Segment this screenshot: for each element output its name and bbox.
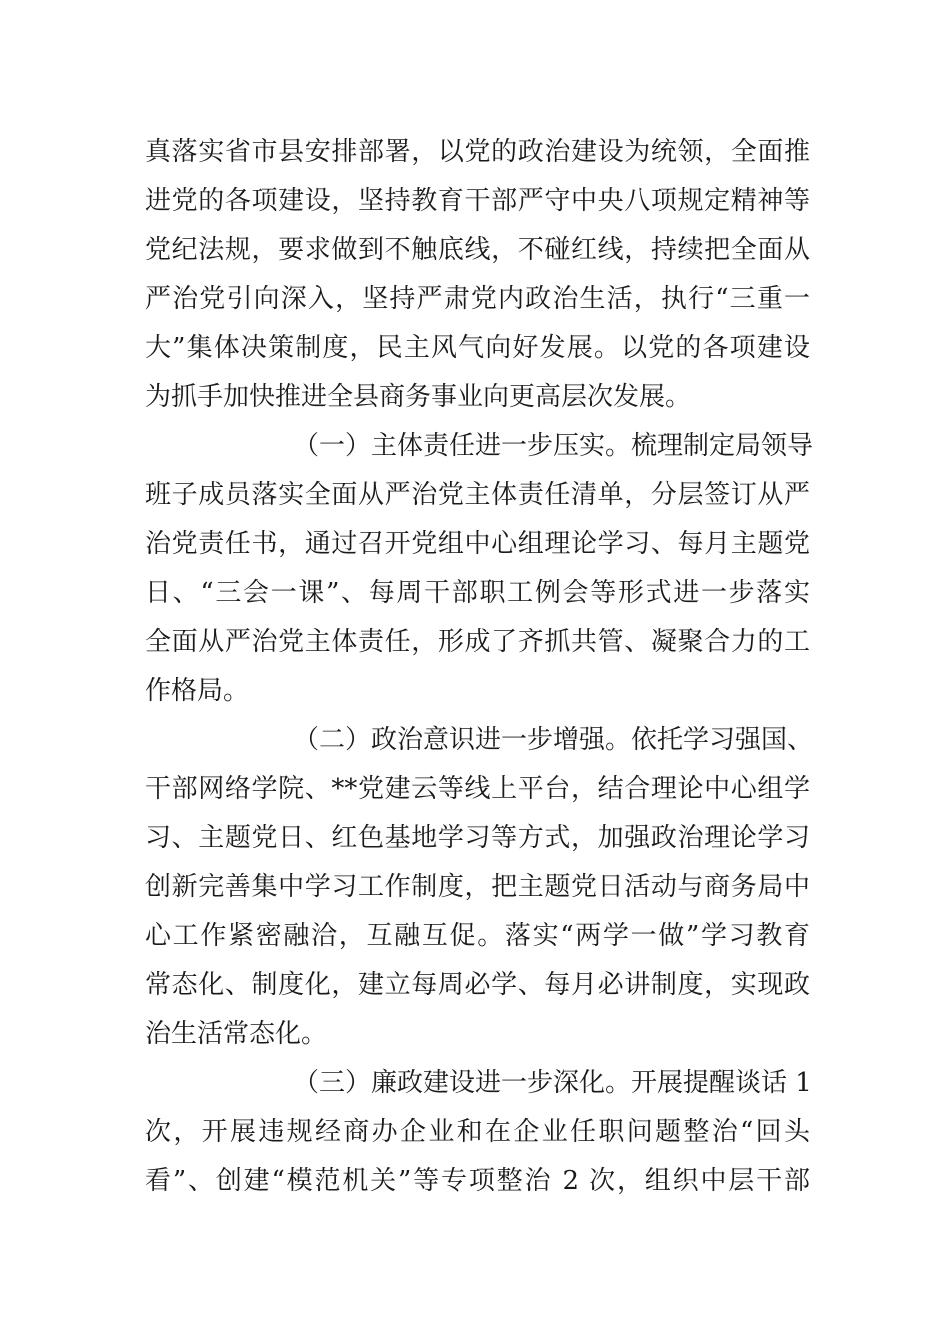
section-heading-line: （二）政治意识进一步增强。依托学习强国、 [293,725,814,755]
paragraph-section-2 [145,716,814,1059]
document-body [145,128,814,1206]
paragraph-intro [145,128,810,422]
text-line: 党纪法规，要求做到不触底线，不碰红线，持续把全面从 [145,235,810,265]
text-line: 进党的各项建设，坚持教育干部严守中央八项规定精神等 [145,186,810,216]
text-line: 干部网络学院、**党建云等线上平台，结合理论中心组学 [145,774,810,804]
text-line: 习、主题党日、红色基地学习等方式，加强政治理论学习 [145,823,810,853]
text-line: 日、“三会一课”、每周干部职工例会等形式进一步落实 [145,578,810,608]
text-line: 创新完善集中学习工作制度，把主题党日活动与商务局中 [145,872,810,902]
text-line: 严治党引向深入，坚持严肃党内政治生活，执行“三重一 [145,284,810,314]
text-line: 班子成员落实全面从严治党主体责任清单，分层签订从严 [145,480,810,510]
paragraph-section-1 [145,422,814,716]
text-line: 次，开展违规经商办企业和在企业任职问题整治“回头 [145,1117,810,1147]
text-line: 大”集体决策制度，民主风气向好发展。以党的各项建设 [145,333,810,363]
text-line: 为抓手加快推进全县商务事业向更高层次发展。 [145,382,692,412]
text-line: 全面从严治党主体责任，形成了齐抓共管、凝聚合力的工 [145,627,810,657]
paragraph-section-3 [145,1059,810,1206]
section-heading-line: （一）主体责任进一步压实。梳理制定局领导 [293,431,814,461]
text-line: 治党责任书，通过召开党组中心组理论学习、每月主题党 [145,529,810,559]
text-line: 常态化、制度化，建立每周必学、每月必讲制度，实现政 [145,970,810,1000]
section-heading-line: （三）廉政建设进一步深化。开展提醒谈话 1 [293,1068,812,1098]
text-line: 治生活常态化。 [145,1019,328,1049]
text-line: 作格局。 [145,676,250,706]
text-line: 看”、创建“模范机关”等专项整治 2 次，组织中层干部 [145,1166,810,1196]
text-line: 心工作紧密融洽，互融互促。落实“两学一做”学习教育 [145,921,810,951]
text-line: 真落实省市县安排部署，以党的政治建设为统领，全面推 [145,137,810,167]
